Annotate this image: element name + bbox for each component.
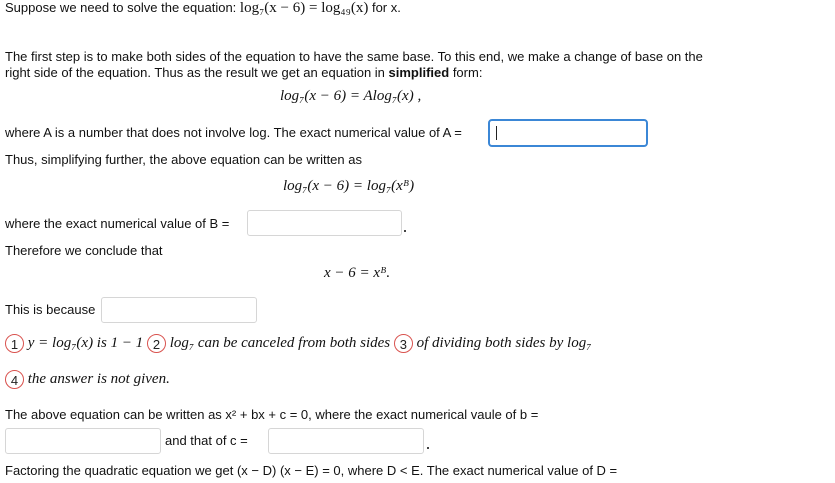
question-a-text: where A is a number that does not involve log. The exact numerical value of A = <box>5 125 462 140</box>
answer-b-input[interactable] <box>247 210 402 236</box>
quadratic-text: The above equation can be written as x² + bx + c = 0, where the exact numerical vaule of b = <box>5 407 539 422</box>
intro-line <box>5 0 401 16</box>
period-dot-2 <box>427 447 429 449</box>
option-3-circle[interactable]: 3 <box>394 334 413 353</box>
factoring-text: Factoring the quadratic equation we get (x − D) (x − E) = 0, where D < E. The exact numerical value of D = <box>5 463 618 478</box>
options-row-1 <box>5 334 591 353</box>
equation-1: log₇(x − 6) = Alog₇(x) , <box>280 88 422 104</box>
intro-equation: log₇(x − 6) = log₄₉(x) <box>239 0 369 16</box>
option-1-text: y = log₇(x) is 1 − 1 <box>27 334 144 351</box>
intro-suffix: for x. <box>368 0 401 15</box>
answer-a-input[interactable] <box>488 119 648 147</box>
answer-c-input[interactable] <box>268 428 424 454</box>
simplified-bold: simplified <box>388 65 450 80</box>
options-row-2 <box>5 370 170 389</box>
equation-2: log₇(x − 6) = log₇(xᴮ) <box>283 178 415 194</box>
intro-prefix: Suppose we need to solve the equation: <box>5 0 240 15</box>
option-1-circle[interactable]: 1 <box>5 334 24 353</box>
c-label: and that of c = <box>165 433 248 448</box>
text-caret <box>496 126 497 140</box>
because-label: This is because <box>5 302 96 317</box>
option-4-circle[interactable]: 4 <box>5 370 24 389</box>
step1-line2-suffix: form: <box>449 65 483 80</box>
step1-line2 <box>5 65 482 81</box>
step1-line1: The first step is to make both sides of the equation to have the same base. To this end, we make a change of base on the <box>5 49 703 64</box>
period-dot <box>404 230 406 232</box>
question-b-text: where the exact numerical value of B = <box>5 216 230 231</box>
conclude-text: Therefore we conclude that <box>5 243 163 258</box>
step1-line2-prefix: right side of the equation. Thus as the result we get an equation in <box>5 65 389 80</box>
option-2-circle[interactable]: 2 <box>147 334 166 353</box>
simplify-text: Thus, simplifying further, the above equation can be written as <box>5 152 362 167</box>
because-input[interactable] <box>101 297 257 323</box>
equation-3: x − 6 = xᴮ. <box>324 265 391 281</box>
option-2-text: log₇ can be canceled from both sides <box>169 334 391 351</box>
answer-b-coef-input[interactable] <box>5 428 161 454</box>
option-4-text: the answer is not given. <box>27 370 170 387</box>
option-3-text: of dividing both sides by log₇ <box>416 334 592 351</box>
